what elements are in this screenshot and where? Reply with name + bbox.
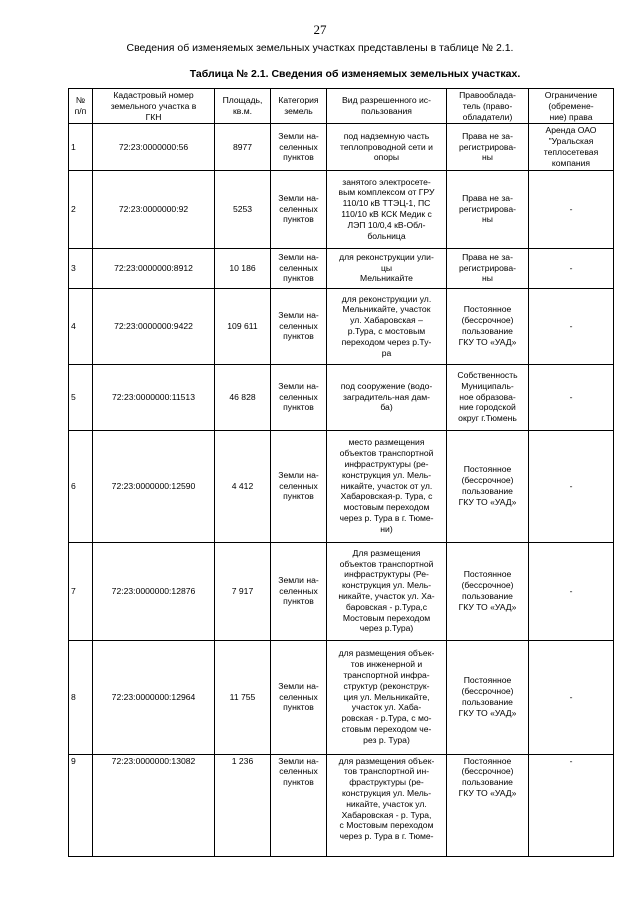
land-category-cell: Земли на- селенных пунктов	[271, 542, 327, 640]
table-row	[69, 170, 614, 248]
rights-holder-cell: Права не за- регистрирова- ны	[447, 124, 529, 170]
intro-text: Сведения об изменяемых земельных участках представлены в таблице № 2.1.	[126, 42, 514, 54]
header-permitted-use: Вид разрешенного ис- пользования	[327, 89, 447, 124]
table-row	[69, 640, 614, 754]
land-category-cell: Земли на- селенных пунктов	[271, 364, 327, 430]
header-number: № п/п	[69, 89, 93, 124]
land-category-cell: Земли на- селенных пунктов	[271, 754, 327, 856]
header-cadastral-number: Кадастровый номер земельного участка в ГКН	[93, 89, 215, 124]
page-number: 27	[313, 22, 327, 37]
row-number-cell: 7	[69, 542, 93, 640]
permitted-use-cell: под сооружение (водо- заградитель-ная дам- ба)	[327, 364, 447, 430]
permitted-use-cell: под надземную часть теплопроводной сети и опоры	[327, 124, 447, 170]
area-cell: 1 236	[215, 754, 271, 856]
area-cell: 109 611	[215, 288, 271, 364]
row-number-cell: 1	[69, 124, 93, 170]
land-category-cell: Земли на- селенных пунктов	[271, 124, 327, 170]
permitted-use-cell: для реконструкции ули- цы Мельникайте	[327, 248, 447, 288]
cadastral-number-cell: 72:23:0000000:12876	[93, 542, 215, 640]
table-row	[69, 124, 614, 170]
cadastral-number-cell: 72:23:0000000:13082	[93, 754, 215, 856]
row-number-cell: 4	[69, 288, 93, 364]
table-caption: Таблица № 2.1. Сведения об изменяемых земельных участках.	[189, 68, 521, 80]
land-category-cell: Земли на- селенных пунктов	[271, 288, 327, 364]
cadastral-number-cell: 72:23:0000000:11513	[93, 364, 215, 430]
header-land-category: Категория земель	[271, 89, 327, 124]
table-row	[69, 754, 614, 856]
restriction-cell: -	[529, 542, 614, 640]
restriction-cell: -	[529, 248, 614, 288]
rights-holder-cell: Права не за- регистрирова- ны	[447, 170, 529, 248]
cadastral-number-cell: 72:23:0000000:12964	[93, 640, 215, 754]
permitted-use-cell: для размещения объек- тов транспортной ин- фраструктуры (ре- конструкция ул. Мель- никайте, участок ул. Хабаровская - р. Тура, с Мостовым переходом через р. Тура в г. Тюме-	[327, 754, 447, 856]
table-row	[69, 364, 614, 430]
land-plots-table	[68, 88, 614, 857]
area-cell: 4 412	[215, 430, 271, 542]
rights-holder-cell: Постоянное (бессрочное) пользование ГКУ ТО «УАД»	[447, 288, 529, 364]
restriction-cell: -	[529, 288, 614, 364]
area-cell: 5253	[215, 170, 271, 248]
permitted-use-cell: занятого электросете- вым комплексом от ГРУ 110/10 кВ ТТЭЦ-1, ПС 110/10 кВ КСК Медик с ЛЭП 10/0,4 кВ-Обл- больница	[327, 170, 447, 248]
header-rights-holder: Правообладa- тель (право- обладатели)	[447, 89, 529, 124]
table-row	[69, 248, 614, 288]
header-restriction: Ограничение (обремене- ние) права	[529, 89, 614, 124]
land-category-cell: Земли на- селенных пунктов	[271, 640, 327, 754]
restriction-cell: -	[529, 430, 614, 542]
row-number-cell: 8	[69, 640, 93, 754]
rights-holder-cell: Собственность Муниципаль- ное образова- ние городской округ г.Тюмень	[447, 364, 529, 430]
area-cell: 8977	[215, 124, 271, 170]
permitted-use-cell: для реконструкции ул. Мельникайте, участок ул. Хабаровская – р.Тура, с мостовым переходом через р.Ту- ра	[327, 288, 447, 364]
rights-holder-cell: Постоянное (бессрочное) пользование ГКУ ТО «УАД»	[447, 430, 529, 542]
rights-holder-cell: Постоянное (бессрочное) пользование ГКУ ТО «УАД»	[447, 754, 529, 856]
rights-holder-cell: Постоянное (бессрочное) пользование ГКУ ТО «УАД»	[447, 640, 529, 754]
table-header-row	[69, 89, 614, 124]
row-number-cell: 3	[69, 248, 93, 288]
row-number-cell: 5	[69, 364, 93, 430]
rights-holder-cell: Права не за- регистрирова- ны	[447, 248, 529, 288]
area-cell: 11 755	[215, 640, 271, 754]
permitted-use-cell: для размещения объек- тов инженерной и транспортной инфра- структур (реконструк- ция ул. Мельникайте, участок ул. Хаба- ровская - р.Тура, с мо- стовым переходом че- рез р. Тура)	[327, 640, 447, 754]
restriction-cell: -	[529, 754, 614, 856]
table-row	[69, 542, 614, 640]
table-row	[69, 430, 614, 542]
cadastral-number-cell: 72:23:0000000:9422	[93, 288, 215, 364]
area-cell: 7 917	[215, 542, 271, 640]
table-row	[69, 288, 614, 364]
land-category-cell: Земли на- селенных пунктов	[271, 170, 327, 248]
cadastral-number-cell: 72:23:0000000:8912	[93, 248, 215, 288]
restriction-cell: -	[529, 364, 614, 430]
area-cell: 10 186	[215, 248, 271, 288]
restriction-cell: Аренда ОАО "Уральская теплосетевая компания	[529, 124, 614, 170]
permitted-use-cell: место размещения объектов транспортной инфраструктуры (ре- конструкция ул. Мель- никайте, участок от ул. Хабаровская-р. Тура, с мостовым переходом через р. Тура в г. Тюме- ни)	[327, 430, 447, 542]
rights-holder-cell: Постоянное (бессрочное) пользование ГКУ ТО «УАД»	[447, 542, 529, 640]
land-category-cell: Земли на- селенных пунктов	[271, 248, 327, 288]
restriction-cell: -	[529, 640, 614, 754]
restriction-cell: -	[529, 170, 614, 248]
row-number-cell: 9	[69, 754, 93, 856]
header-area: Площадь, кв.м.	[215, 89, 271, 124]
permitted-use-cell: Для размещения объектов транспортной инфраструктуры (Ре- конструкция ул. Мель- никайте, участок ул. Ха- баровская - р.Тура,с Мостовым переходом через р.Тура)	[327, 542, 447, 640]
land-category-cell: Земли на- селенных пунктов	[271, 430, 327, 542]
cadastral-number-cell: 72:23:0000000:12590	[93, 430, 215, 542]
row-number-cell: 6	[69, 430, 93, 542]
cadastral-number-cell: 72:23:0000000:56	[93, 124, 215, 170]
area-cell: 46 828	[215, 364, 271, 430]
cadastral-number-cell: 72:23:0000000:92	[93, 170, 215, 248]
row-number-cell: 2	[69, 170, 93, 248]
